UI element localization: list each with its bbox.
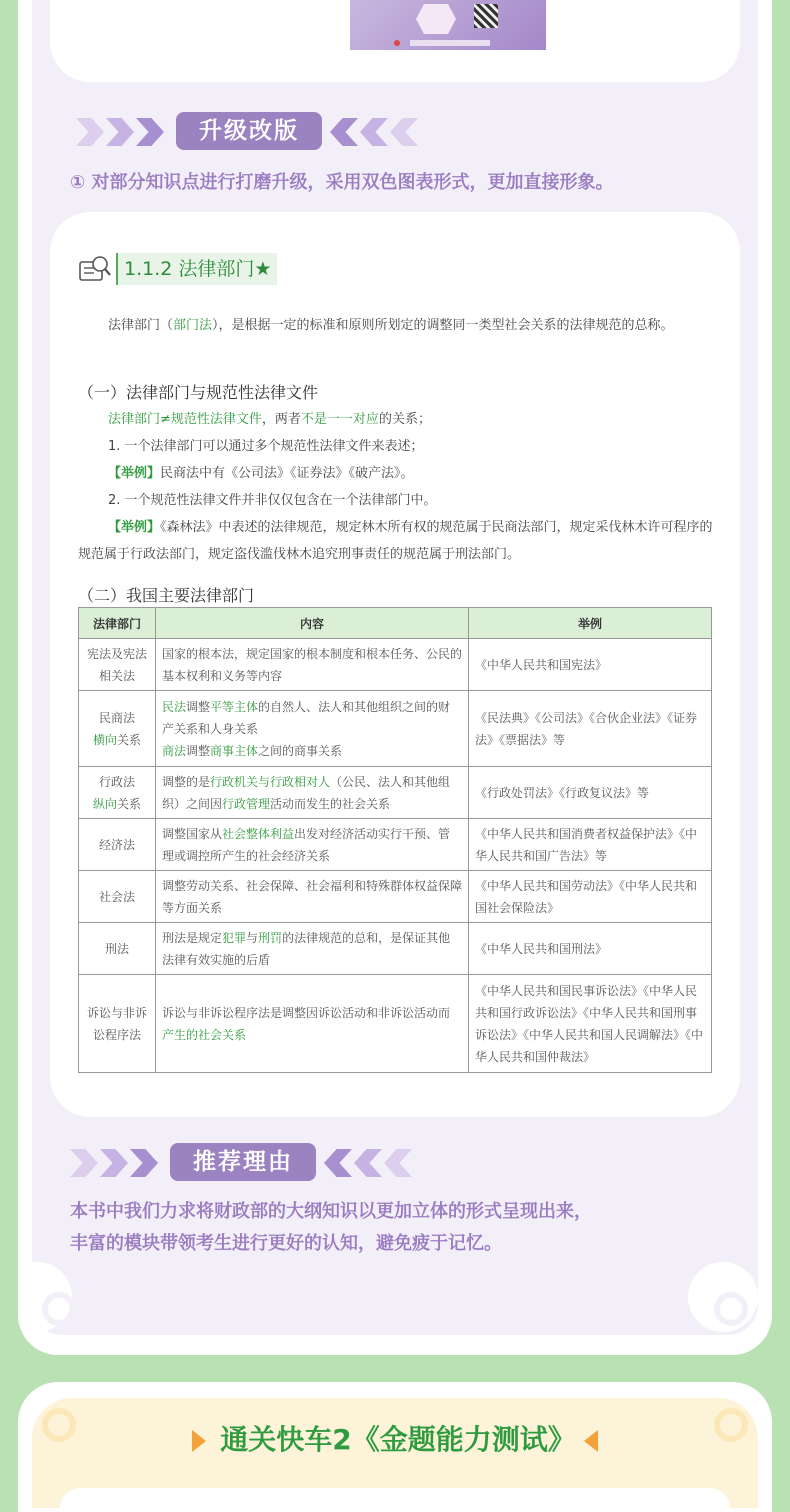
content-cell: 调整的是行政机关与行政相对人（公民、法人和其他组织）之间因行政管理活动而发生的社会关系 bbox=[156, 767, 469, 819]
next-section-heading bbox=[0, 1418, 790, 1462]
content-cell: 诉讼与非诉讼程序法是调整因诉讼活动和非诉讼活动而产生的社会关系 bbox=[156, 975, 469, 1073]
example-cell: 《行政处罚法》《行政复议法》等 bbox=[469, 767, 712, 819]
table-row bbox=[79, 819, 712, 871]
example-cell: 《中华人民共和国消费者权益保护法》《中华人民共和国广告法》等 bbox=[469, 819, 712, 871]
line-example-1: 【举例】民商法中有《公司法》《证券法》《破产法》。 bbox=[108, 466, 414, 481]
table-header: 举例 bbox=[469, 608, 712, 639]
table-header: 法律部门 bbox=[79, 608, 156, 639]
document-sample-card bbox=[50, 212, 740, 1117]
dept-cell: 诉讼与非诉讼程序法 bbox=[79, 975, 156, 1073]
table-header: 内容 bbox=[156, 608, 469, 639]
content-cell: 民法调整平等主体的自然人、法人和其他组织之间的财产关系和人身关系 商法调整商事主体之间的商事关系 bbox=[156, 691, 469, 767]
qr-code-icon bbox=[474, 4, 498, 28]
example-cell: 《中华人民共和国劳动法》《中华人民共和国社会保险法》 bbox=[469, 871, 712, 923]
dept-cell: 社会法 bbox=[79, 871, 156, 923]
book-cover-image bbox=[350, 0, 546, 50]
dept-cell: 行政法 纵向关系 bbox=[79, 767, 156, 819]
example-cell: 《中华人民共和国民事诉讼法》《中华人民共和国行政诉讼法》《中华人民共和国刑事诉讼法》《中华人民共和国人民调解法》《中华人民共和国仲裁法》 bbox=[469, 975, 712, 1073]
example-cell: 《民法典》《公司法》《合伙企业法》《证券法》《票据法》等 bbox=[469, 691, 712, 767]
next-section-card bbox=[60, 1488, 730, 1508]
upgrade-description: ① 对部分知识点进行打磨升级，采用双色图表形式，更加直接形象。 bbox=[70, 172, 614, 193]
upgrade-title: 升级改版 bbox=[176, 112, 322, 150]
table-header-row bbox=[79, 608, 712, 639]
intro-paragraph: 法律部门（部门法），是根据一定的标准和原则所划定的调整同一类型社会关系的法律规范的总称。 bbox=[108, 318, 674, 333]
law-departments-table bbox=[78, 607, 712, 1073]
arrow-right-icon bbox=[192, 1430, 206, 1452]
table-row bbox=[79, 923, 712, 975]
decor-ring-right bbox=[714, 1292, 748, 1326]
line-point-1: 1. 一个法律部门可以通过多个规范性法律文件来表述； bbox=[108, 439, 424, 454]
example-cell: 《中华人民共和国宪法》 bbox=[469, 639, 712, 691]
subheading-1: （一）法律部门与规范性法律文件 bbox=[78, 383, 319, 402]
line-point-2: 2. 一个规范性法律文件并非仅仅包含在一个法律部门中。 bbox=[108, 493, 437, 508]
dept-cell: 刑法 bbox=[79, 923, 156, 975]
table-row bbox=[79, 767, 712, 819]
reason-line-1: 本书中我们力求将财政部的大纲知识以更加立体的形式呈现出来， bbox=[70, 1201, 592, 1222]
book-card bbox=[50, 0, 740, 82]
example-cell: 《中华人民共和国刑法》 bbox=[469, 923, 712, 975]
table-row bbox=[79, 871, 712, 923]
reason-heading bbox=[70, 1143, 420, 1183]
content-cell: 刑法是规定犯罪与刑罚的法律规范的总和，是保证其他法律有效实施的后盾 bbox=[156, 923, 469, 975]
dept-cell: 民商法 横向关系 bbox=[79, 691, 156, 767]
dept-cell: 经济法 bbox=[79, 819, 156, 871]
table-row bbox=[79, 975, 712, 1073]
section-heading bbox=[78, 253, 277, 285]
reason-title: 推荐理由 bbox=[170, 1143, 316, 1181]
content-cell: 调整劳动关系、社会保障、社会福利和特殊群体权益保障等方面关系 bbox=[156, 871, 469, 923]
section-title: 1.1.2 法律部门★ bbox=[116, 253, 277, 285]
content-cell: 调整国家从社会整体利益出发对经济活动实行干预、管理或调控所产生的社会经济关系 bbox=[156, 819, 469, 871]
dept-cell: 宪法及宪法相关法 bbox=[79, 639, 156, 691]
content-cell: 国家的根本法，规定国家的根本制度和根本任务、公民的基本权利和义务等内容 bbox=[156, 639, 469, 691]
reason-text bbox=[70, 1196, 710, 1260]
reason-line-2: 丰富的模块带领考生进行更好的认知，避免疲于记忆。 bbox=[70, 1233, 502, 1254]
decor-ring-left bbox=[42, 1292, 76, 1326]
arrow-left-icon bbox=[584, 1430, 598, 1452]
next-section-title: 通关快车2《金题能力测试》 bbox=[220, 1423, 576, 1456]
line-relation: 法律部门≠规范性法律文件，两者不是一一对应的关系； bbox=[108, 412, 431, 427]
upgrade-heading bbox=[76, 112, 426, 152]
table-row bbox=[79, 639, 712, 691]
line-example-2: 【举例】《森林法》中表述的法律规范，规定林木所有权的规范属于民商法部门，规定采伐林木许可程序的规范属于行政法部门，规定盗伐滥伐林木追究刑事责任的规范属于刑法部门。 bbox=[78, 520, 713, 562]
subheading-2: （二）我国主要法律部门 bbox=[78, 586, 255, 605]
table-row bbox=[79, 691, 712, 767]
magnifier-document-icon bbox=[78, 254, 112, 284]
